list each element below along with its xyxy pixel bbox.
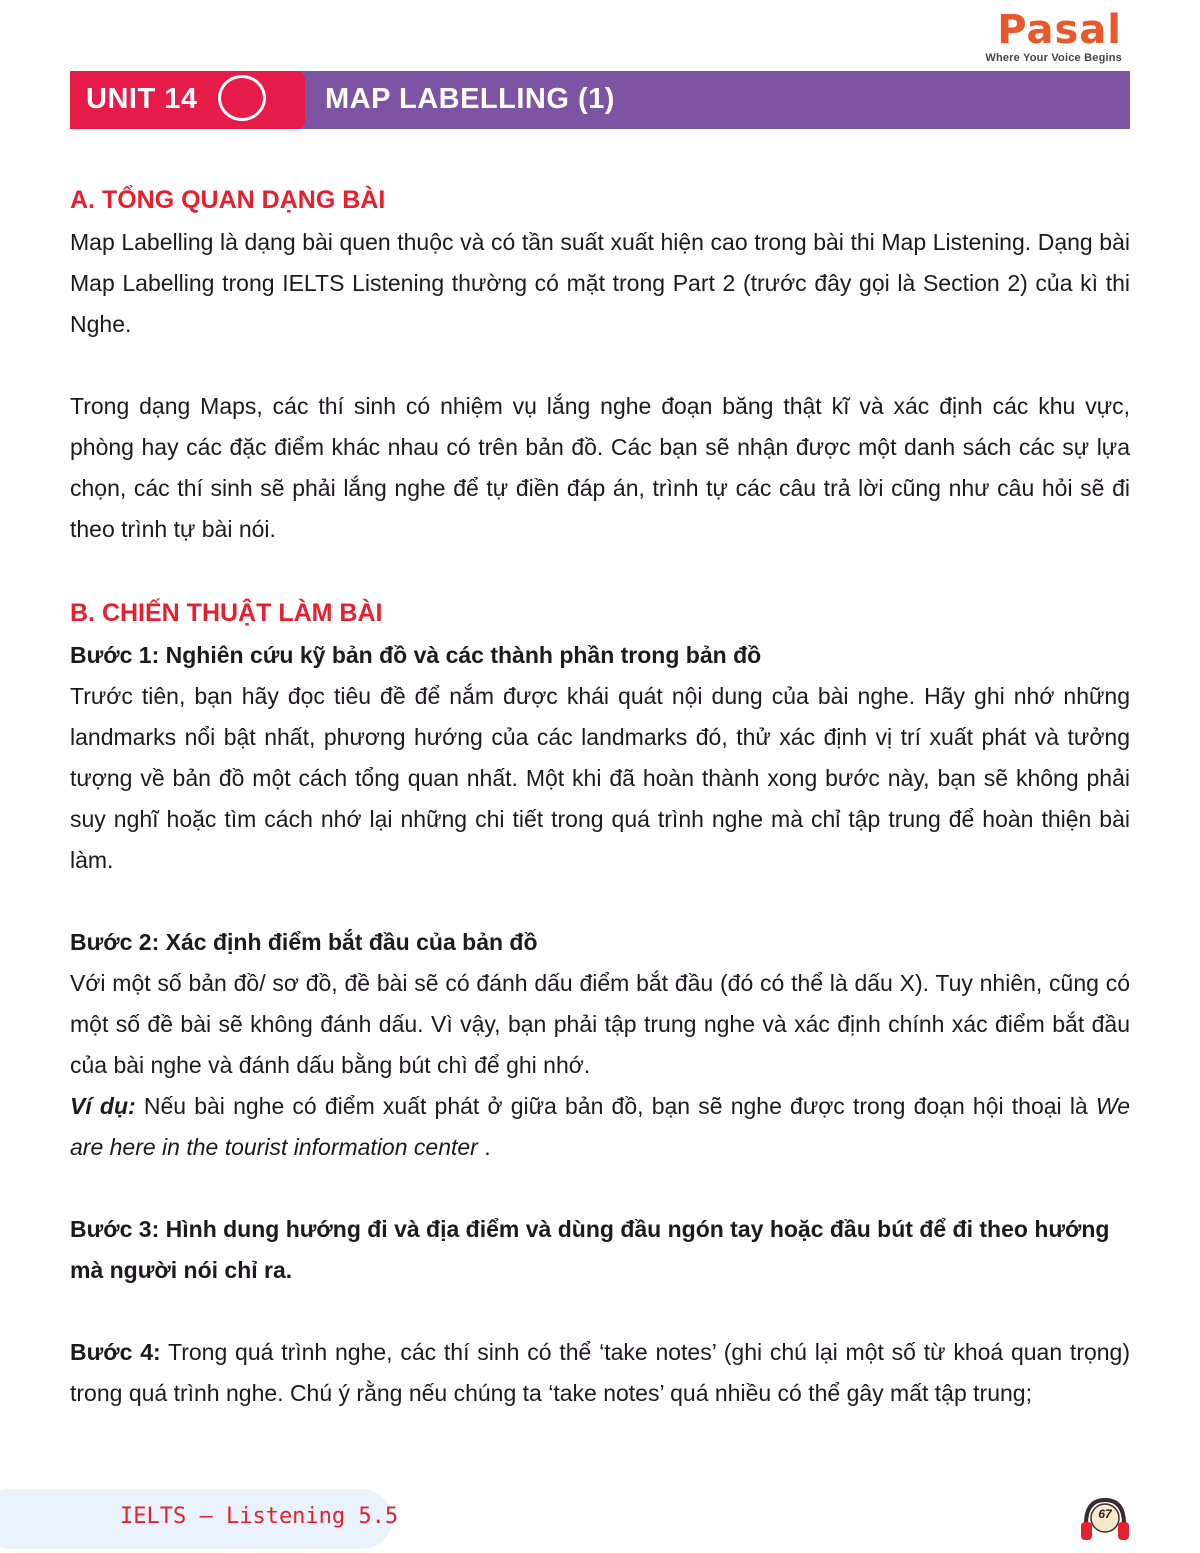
brand-logo <box>972 8 1122 64</box>
logo-wordmark: Pasal <box>997 7 1122 53</box>
example-text: Nếu bài nghe có điểm xuất phát ở giữa bản đồ, bạn sẽ nghe được trong đoạn hội thoại là <box>135 1093 1096 1119</box>
example-paragraph <box>70 1086 1130 1168</box>
step-2-body: Với một số bản đồ/ sơ đồ, đề bài sẽ có đánh dấu điểm bắt đầu (đó có thể là dấu X). Tuy nhiên, cũng có một số đề bài sẽ không đánh dấu. Vì vậy, bạn phải tập trung nghe và xác định chính xác điểm bắt đầu của bài nghe và đánh dấu bằng bút chì để ghi nhớ. <box>70 970 1130 1078</box>
example-label: Ví dụ: <box>70 1093 136 1119</box>
footer-course-label: IELTS – Listening 5.5 <box>120 1504 399 1529</box>
step-1-title: Bước 1: Nghiên cứu kỹ bản đồ và các thành phần trong bản đồ <box>70 642 762 668</box>
example-quote: We are here in the tourist information center <box>70 1093 1130 1160</box>
section-a-paragraph-2: Trong dạng Maps, các thí sinh có nhiệm vụ lắng nghe đoạn băng thật kĩ và xác định các khu vực, phòng hay các đặc điểm khác nhau có trên bản đồ. Các bạn sẽ nhận được một danh sách các sự lựa chọn, các thí sinh sẽ phải lắng nghe để tự điền đáp án, trình tự các câu trả lời cũng như câu hỏi sẽ đi theo trình tự bài nói. <box>70 393 1130 542</box>
step-1-body: Trước tiên, bạn hãy đọc tiêu đề để nắm được khái quát nội dung của bài nghe. Hãy ghi nhớ những landmarks nổi bật nhất, phương hướng của các landmarks đó, thử xác định vị trí xuất phát và tưởng tượng về bản đồ một cách tổng quan nhất. Một khi đã hoàn thành xong bước này, bạn sẽ không phải suy nghĩ hoặc tìm cách nhớ lại những chi tiết trong quá trình nghe mà chỉ tập trung để hoàn thiện bài làm. <box>70 683 1130 873</box>
logo-tagline: Where Your Voice Begins <box>985 52 1122 64</box>
page-number-badge <box>1078 1494 1132 1544</box>
example-end: . <box>477 1134 491 1160</box>
unit-label: UNIT 14 <box>86 83 198 115</box>
unit-header-bar <box>70 71 1130 129</box>
ring-icon <box>218 75 266 121</box>
page-number: 67 <box>1098 1507 1112 1521</box>
step-4-paragraph <box>70 1332 1130 1414</box>
step-2-title: Bước 2: Xác định điểm bắt đầu của bản đồ <box>70 929 538 955</box>
section-a-paragraph-1: Map Labelling là dạng bài quen thuộc và có tần suất xuất hiện cao trong bài thi Map Listening. Dạng bài Map Labelling trong IELTS Listening thường có mặt trong Part 2 (trước đây gọi là Section 2) của kì thi Nghe. <box>70 229 1130 337</box>
unit-title: MAP LABELLING (1) <box>325 83 615 115</box>
step-4-label: Bước 4: <box>70 1339 161 1365</box>
section-a-heading: A. TỔNG QUAN DẠNG BÀI <box>70 186 386 214</box>
section-b-heading: B. CHIẾN THUẬT LÀM BÀI <box>70 599 383 627</box>
step-3-title: Bước 3: Hình dung hướng đi và địa điểm và dùng đầu ngón tay hoặc đầu bút để đi theo hướng mà người nói chỉ ra. <box>70 1216 1110 1283</box>
document-body <box>70 178 1130 1414</box>
step-4-body: Trong quá trình nghe, các thí sinh có thể ‘take notes’ (ghi chú lại một số từ khoá quan trọng) trong quá trình nghe. Chú ý rằng nếu chúng ta ‘take notes’ quá nhiều có thể gây mất tập trung; <box>70 1339 1131 1406</box>
unit-badge <box>70 71 235 129</box>
